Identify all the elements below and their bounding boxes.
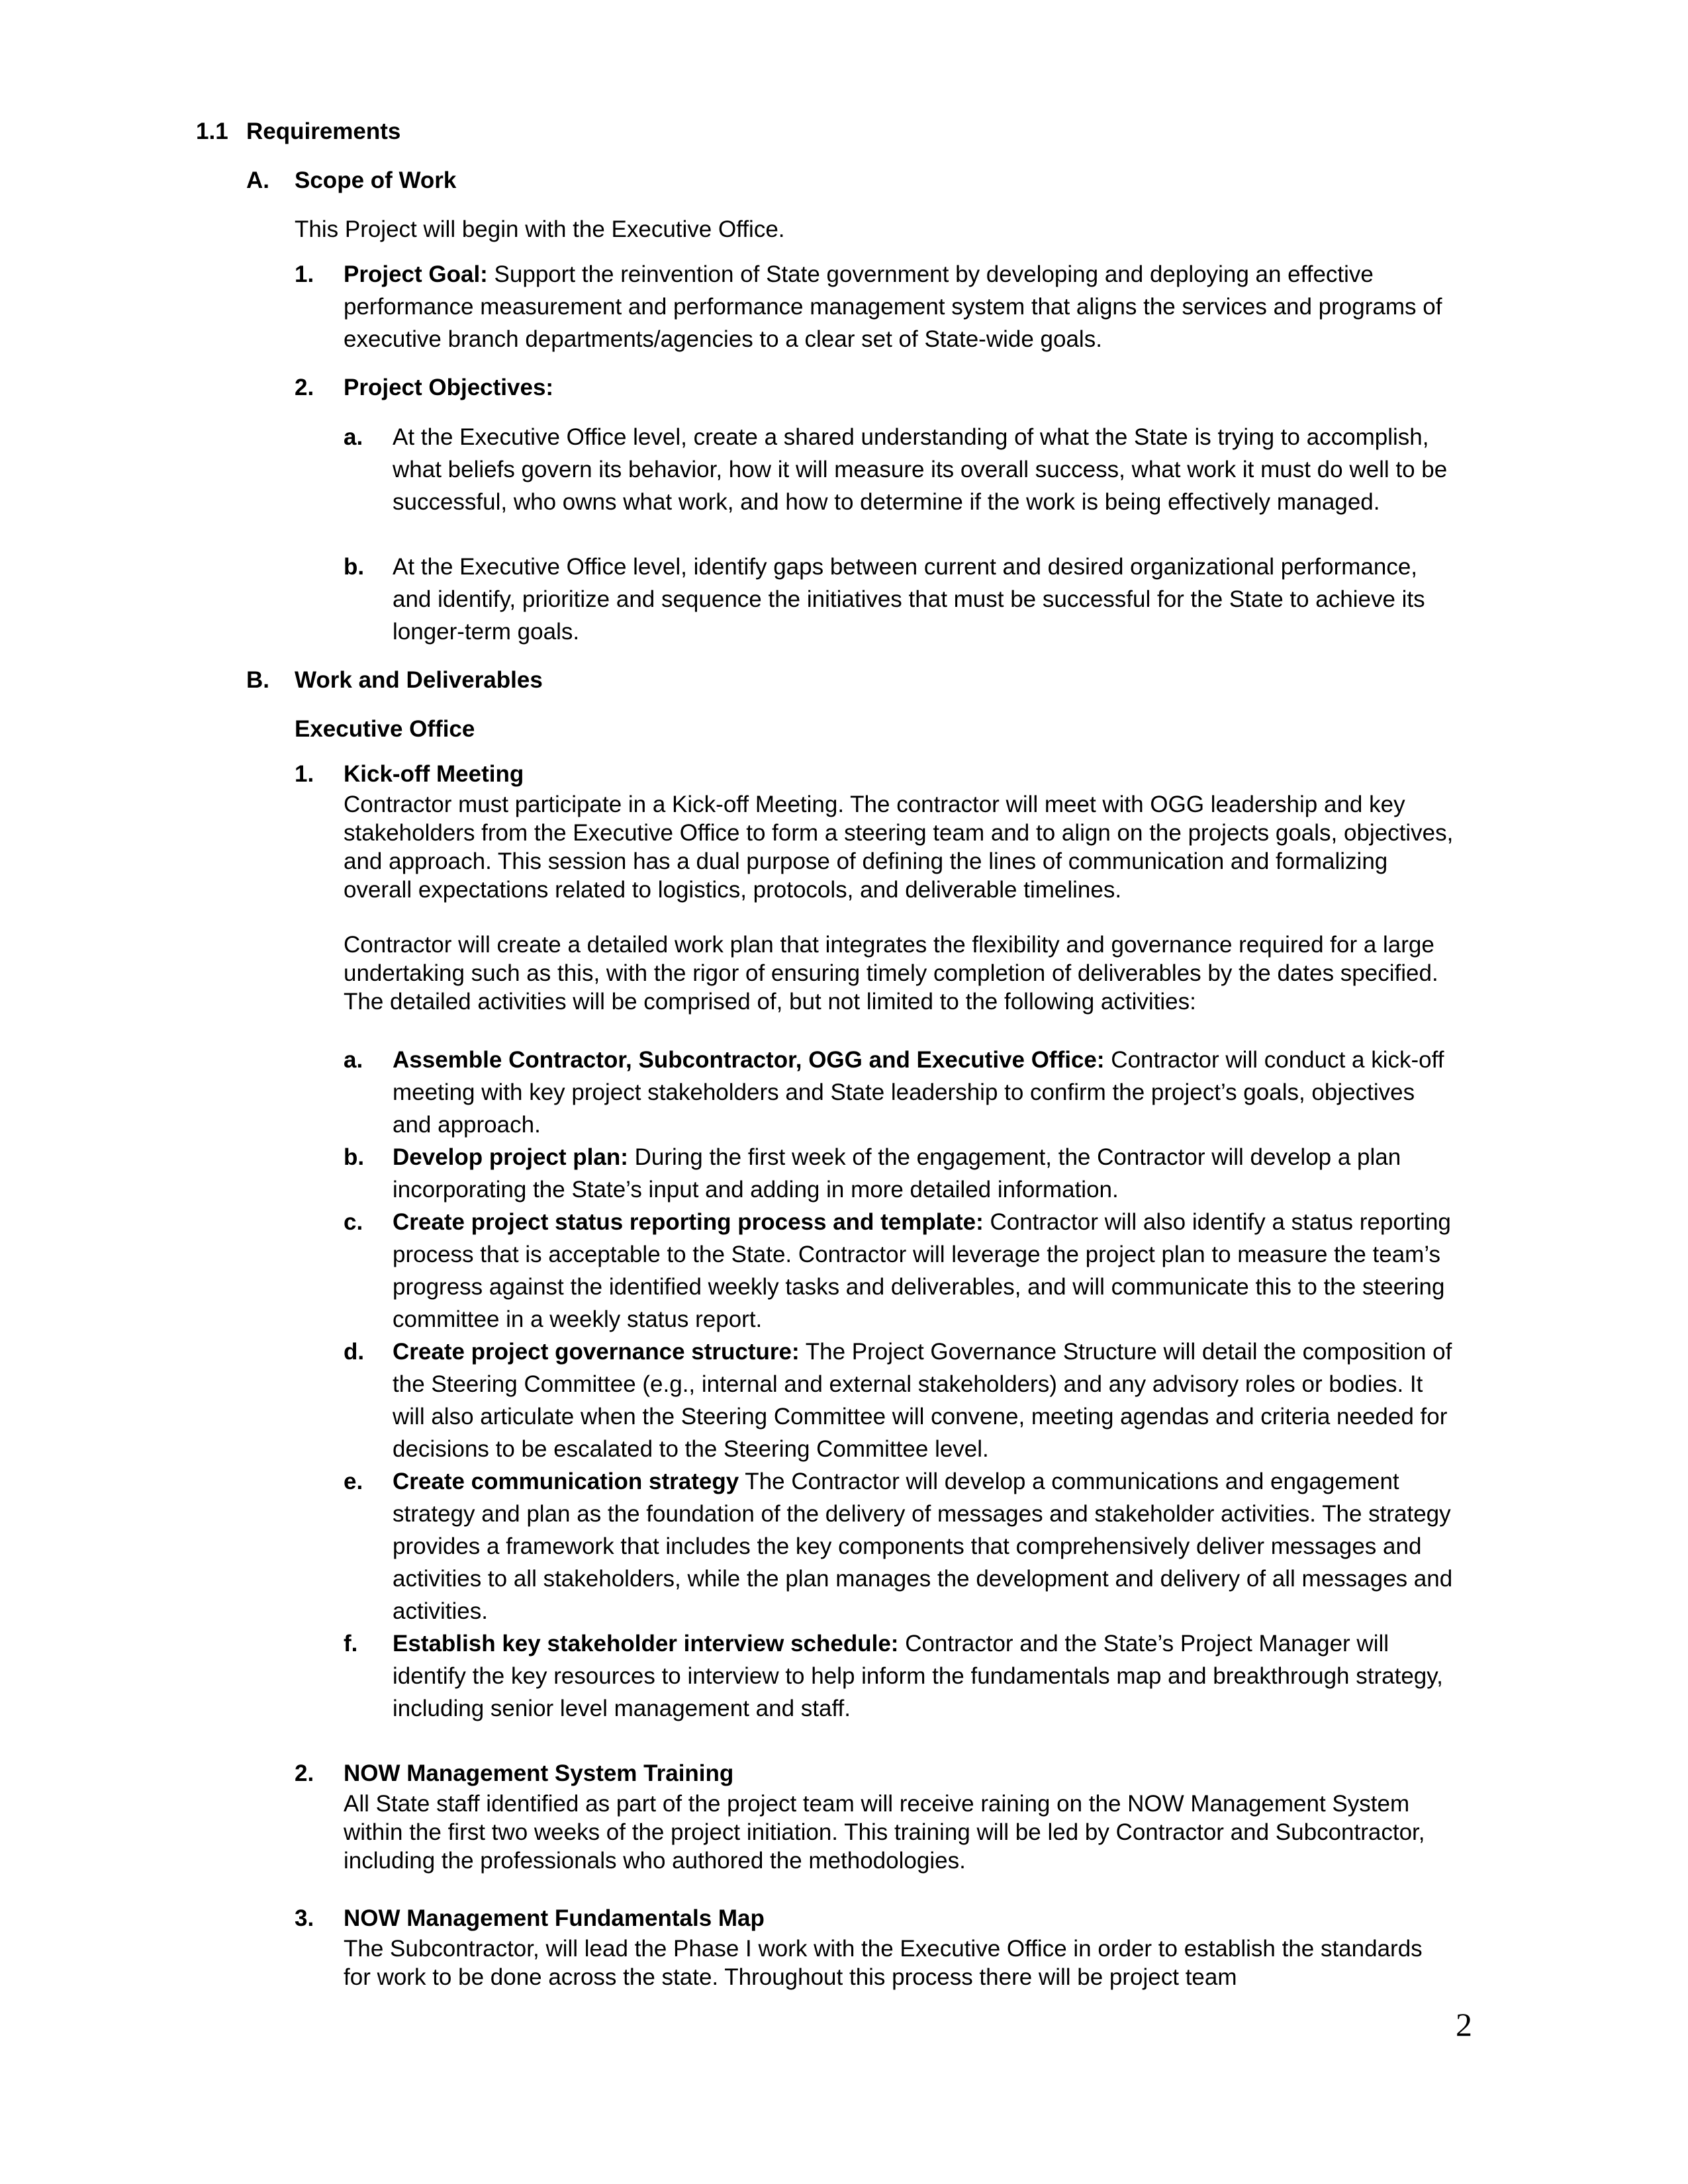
- activity-text: During the first week of the engagement, the Contractor will develop a plan incorporating the State’s input and adding in more detailed information.: [393, 1144, 1401, 1203]
- work-subheading: Executive Office: [295, 716, 475, 742]
- objective-text: At the Executive Office level, identify gaps between current and desired organizational performance, and identify, prioritize and sequence the initiatives that must be successful for the State to achieve its longer-term goals.: [393, 554, 1425, 645]
- scope-letter: A.: [246, 167, 269, 193]
- section-title: Requirements: [246, 118, 401, 144]
- activity-text: The Contractor will develop a communications and engagement strategy and plan as the foundation of the delivery of messages and stakeholder activities. The strategy provides a framework that includes the key components that comprehensively deliver messages and activities to all stakeholders, while the plan manages the development and delivery of all messages and activities.: [393, 1469, 1453, 1624]
- objective-text: At the Executive Office level, create a shared understanding of what the State is trying to accomplish, what beliefs govern its behavior, how it will measure its overall success, what work it must do well to be successful, who owns what work, and how to determine if the work is being effectively managed.: [393, 424, 1448, 515]
- kickoff-paragraph-1: Contractor must participate in a Kick-off Meeting. The contractor will meet with OGG leadership and key stakeholders from the Executive Office to form a steering team and to align on the projects goals, objectives, and approach. This session has a dual purpose of defining the lines of communication and formalizing overall expectations related to logistics, protocols, and deliverable timelines.: [344, 792, 1454, 903]
- goal-paragraph: [344, 258, 1456, 355]
- page-number: 2: [1456, 2006, 1472, 2043]
- kickoff-title: Kick-off Meeting: [344, 761, 524, 787]
- kickoff-paragraph-2: Contractor will create a detailed work plan that integrates the flexibility and governance required for a large undertaking such as this, with the rigor of ensuring timely completion of deliverables by the dates specified. The detailed activities will be comprised of, but not limited to the following activities:: [344, 932, 1438, 1015]
- activity-item: [393, 1141, 1458, 1206]
- activity-text: Contractor will conduct a kick-off meeting with key project stakeholders and State leadership to confirm the project’s goals, objectives and approach.: [393, 1047, 1444, 1138]
- activity-letter: a.: [344, 1047, 363, 1073]
- goal-text: Support the reinvention of State government by developing and deploying an effective performance measurement and performance management system that aligns the services and programs of executive branch departments/agencies to a clear set of State-wide goals.: [344, 261, 1442, 352]
- activity-item: [393, 1336, 1458, 1465]
- activity-letter: c.: [344, 1209, 363, 1235]
- work-heading: Work and Deliverables: [295, 667, 543, 693]
- activity-item: [393, 1044, 1458, 1141]
- objectives-number: 2.: [295, 375, 314, 400]
- activity-letter: e.: [344, 1469, 363, 1494]
- training-text: All State staff identified as part of the project team will receive raining on the NOW Management System within the first two weeks of the project initiation. This training will be led by Contractor and Subcontractor, including the professionals who authored the methodologies.: [344, 1791, 1425, 1874]
- activity-item: [393, 1206, 1458, 1336]
- activity-text: Contractor and the State’s Project Manager will identify the key resources to interview to help inform the fundamentals map and breakthrough strategy, including senior level management and staff.: [393, 1631, 1443, 1721]
- activity-label: Assemble Contractor, Subcontractor, OGG and Executive Office:: [393, 1047, 1105, 1073]
- activity-item: [393, 1465, 1458, 1627]
- activity-item: [393, 1627, 1458, 1725]
- training-number: 2.: [295, 1760, 314, 1786]
- map-title: NOW Management Fundamentals Map: [344, 1905, 765, 1931]
- objective-letter: b.: [344, 554, 365, 580]
- objective-letter: a.: [344, 424, 363, 450]
- map-number: 3.: [295, 1905, 314, 1931]
- activity-label: Develop project plan:: [393, 1144, 628, 1170]
- kickoff-number: 1.: [295, 761, 314, 787]
- activity-label: Create project governance structure:: [393, 1339, 800, 1365]
- work-letter: B.: [246, 667, 269, 693]
- goal-number: 1.: [295, 261, 314, 287]
- activity-text: Contractor will also identify a status reporting process that is acceptable to the State. Contractor will leverage the project plan to measure the team’s progress against the identified weekly tasks and deliverables, and will communicate this to the steering committee in a weekly status report.: [393, 1209, 1451, 1332]
- scope-heading: Scope of Work: [295, 167, 457, 193]
- activity-label: Establish key stakeholder interview schedule:: [393, 1631, 899, 1657]
- activity-label: Create project status reporting process and template:: [393, 1209, 984, 1235]
- activity-label: Create communication strategy: [393, 1469, 739, 1494]
- activity-letter: f.: [344, 1631, 358, 1657]
- goal-label: Project Goal:: [344, 261, 488, 287]
- objectives-label: Project Objectives:: [344, 375, 554, 400]
- activity-letter: b.: [344, 1144, 365, 1170]
- scope-intro: This Project will begin with the Executive Office.: [295, 216, 785, 242]
- activity-letter: d.: [344, 1339, 365, 1365]
- section-number: 1.1: [196, 118, 228, 144]
- activity-text: The Project Governance Structure will detail the composition of the Steering Committee (e.g., internal and external stakeholders) and any advisory roles or bodies. It will also articulate when the Steering Committee will convene, meeting agendas and criteria needed for decisions to be escalated to the Steering Committee level.: [393, 1339, 1452, 1462]
- map-text: The Subcontractor, will lead the Phase I work with the Executive Office in order to establish the standards for work to be done across the state. Throughout this process there will be project team: [344, 1936, 1423, 1990]
- training-title: NOW Management System Training: [344, 1760, 734, 1786]
